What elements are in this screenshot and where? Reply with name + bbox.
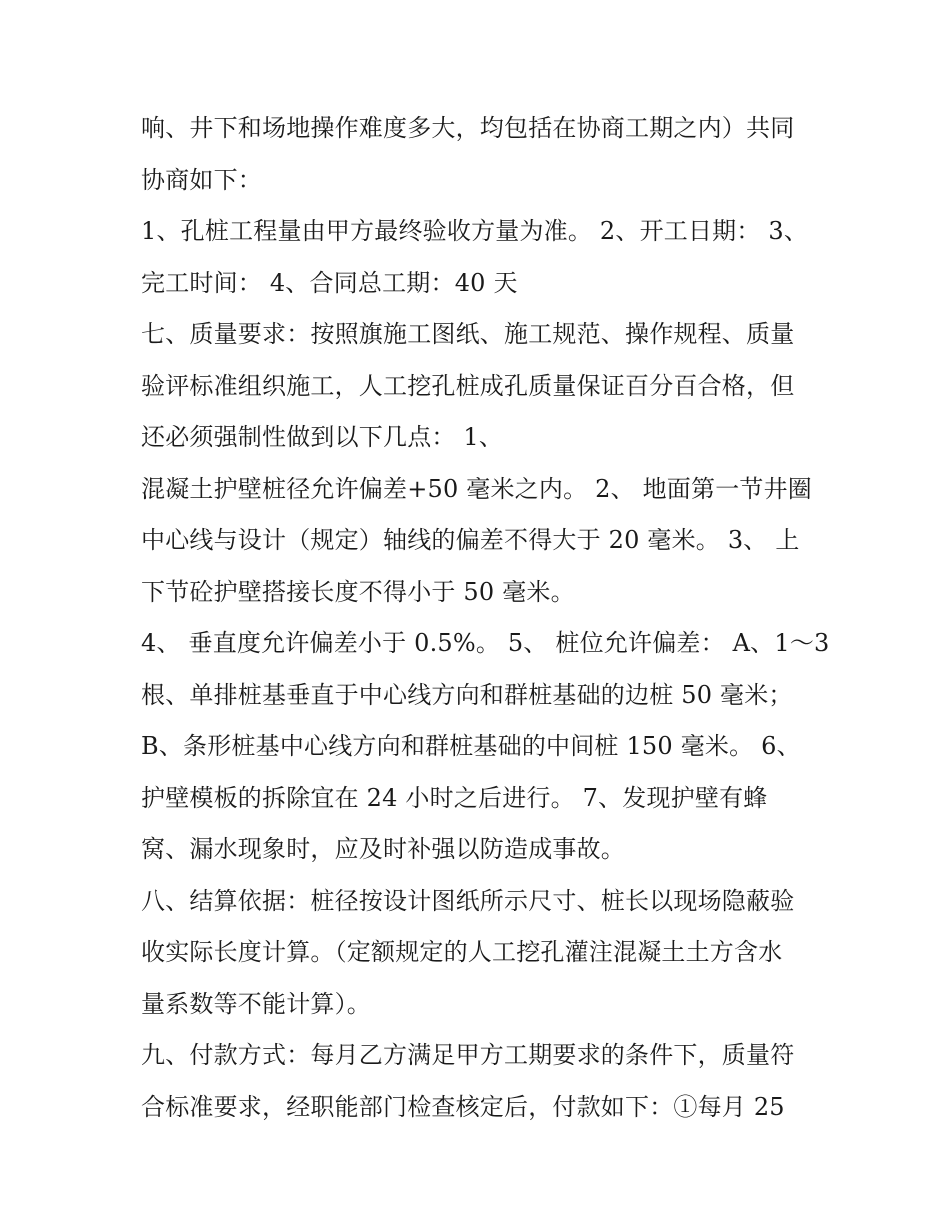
text-line: 合标准要求，经职能部门检查核定后，付款如下：①每月 25 <box>141 1092 785 1121</box>
text-line: 4、 垂直度允许偏差小于 0.5%。 5、 桩位允许偏差： A、1～3 <box>141 629 830 657</box>
text-line: 收实际长度计算。（定额规定的人工挖孔灌注混凝土土方含水 <box>141 938 783 966</box>
text-line: 量系数等不能计算）。 <box>141 989 371 1018</box>
text-line: 响、井下和场地操作难度多大，均包括在协商工期之内）共同 <box>141 114 795 142</box>
text-line: 七、质量要求：按照旗施工图纸、施工规范、操作规程、质量 <box>141 320 795 348</box>
body-text <box>141 103 830 1133</box>
text-line: 协商如下： <box>141 165 262 194</box>
text-line: 完工时间： 4、合同总工期：40 天 <box>141 268 518 297</box>
text-line: B、条形桩基中心线方向和群桩基础的中间桩 150 毫米。 6、 <box>141 732 801 760</box>
text-line: 验评标准组织施工，人工挖孔桩成孔质量保证百分百合格，但 <box>141 371 795 400</box>
text-line: 1、孔桩工程量由甲方最终验收方量为准。 2、开工日期： 3、 <box>141 217 809 245</box>
text-line: 下节砼护壁搭接长度不得小于 50 毫米。 <box>141 577 575 606</box>
text-line: 八、结算依据：桩径按设计图纸所示尺寸、桩长以现场隐蔽验 <box>141 886 795 915</box>
text-line: 根、单排桩基垂直于中心线方向和群桩基础的边桩 50 毫米； <box>141 680 793 709</box>
text-line: 护壁模板的拆除宜在 24 小时之后进行。 7、发现护壁有蜂 <box>141 783 768 812</box>
text-line: 九、付款方式：每月乙方满足甲方工期要求的条件下，质量符 <box>141 1041 795 1069</box>
text-line: 混凝土护壁桩径允许偏差+50 毫米之内。 2、 地面第一节井圈 <box>141 474 813 503</box>
text-line: 中心线与设计（规定）轴线的偏差不得大于 20 毫米。 3、 上 <box>141 526 800 554</box>
text-line: 还必须强制性做到以下几点： 1、 <box>141 423 504 451</box>
text-line: 窝、漏水现象时，应及时补强以防造成事故。 <box>141 835 625 863</box>
